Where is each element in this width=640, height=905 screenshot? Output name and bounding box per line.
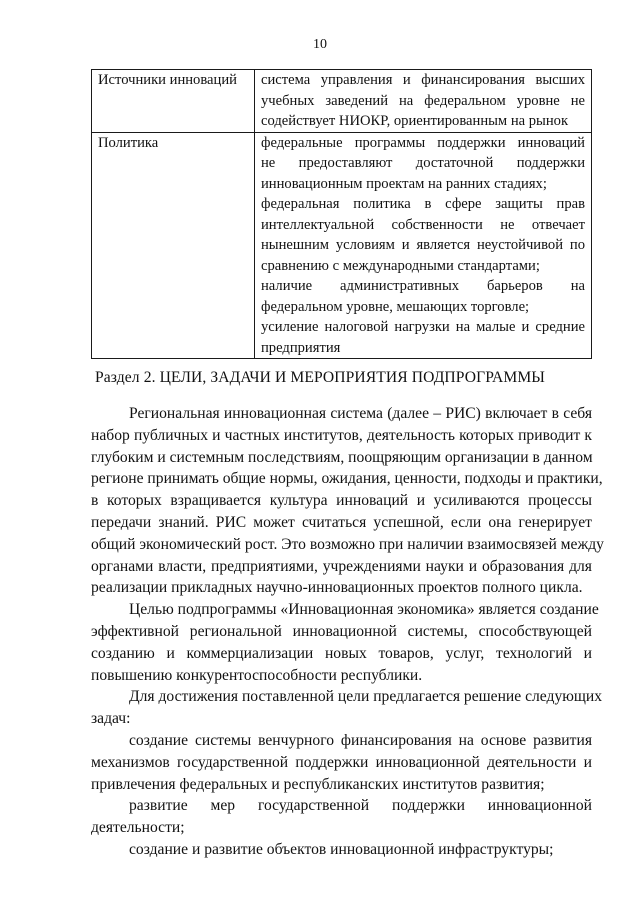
text-line: Целью подпрограммы «Инновационная экономика» является создание: [129, 601, 599, 619]
text-line: реализации прикладных научно-инновационных проектов полного цикла.: [91, 579, 583, 597]
text-line: глубоким и системным последствиям, поощряющим организации в данном: [91, 448, 593, 466]
paragraph-ris: [91, 403, 604, 599]
paragraph-task-infrastructure: [91, 839, 592, 861]
text-line: развитие мер государственной поддержки инновационной: [129, 797, 592, 815]
text-line: общий экономический рост. Это возможно при наличии взаимосвязей между: [91, 535, 604, 553]
cell-line: предприятия: [261, 339, 341, 356]
text-line: созданию и коммерциализации новых товаров, услуг, технологий и: [91, 644, 592, 662]
text-line: создание системы венчурного финансирования на основе развития: [129, 731, 592, 749]
text-line: в которых взращивается культура инноваций и усиливаются процессы: [91, 492, 592, 510]
cell-line: федеральном уровне, мешающих торговле;: [261, 298, 530, 315]
text-line: задач:: [91, 710, 131, 728]
text-line: эффективной региональной инновационной системы, способствующей: [91, 622, 592, 640]
text-line: механизмов государственной поддержки инновационной деятельности и: [91, 753, 592, 771]
table-row: [92, 132, 592, 359]
text-line: набор публичных и частных институтов, деятельность которых приводит к: [91, 426, 592, 444]
text-line: Региональная инновационная система (далее – РИС) включает в себя: [129, 405, 592, 422]
paragraph-task-venture: [91, 730, 592, 795]
text-line: создание и развитие объектов инновационной инфраструктуры;: [129, 840, 554, 858]
text-line: регионе принимать общие нормы, ожидания, ценности, подходы и практики,: [91, 470, 603, 488]
paragraph-goal: [91, 599, 599, 686]
table-cell-description: [255, 132, 592, 359]
text-line: привлечения федеральных и республиканских институтов развития;: [91, 775, 545, 793]
text-line: Для достижения поставленной цели предлагается решение следующих: [129, 688, 603, 706]
cell-line: интеллектуальной собственности не отвечает: [261, 216, 585, 233]
page-number: 10: [313, 37, 327, 52]
paragraph-tasks-intro: [91, 686, 603, 730]
text-line: органами власти, предприятиями, учреждениями науки и образования для: [91, 557, 592, 575]
text-line: повышению конкурентоспособности республики.: [91, 666, 423, 684]
table-cell-label: Политика: [92, 132, 255, 359]
body-text: [91, 403, 604, 861]
cell-line: система управления и финансирования высших: [261, 72, 585, 88]
cell-line: наличие административных барьеров на: [261, 278, 585, 294]
paragraph-task-support: [91, 795, 592, 839]
cell-line: учебных заведений на федеральном уровне не: [261, 92, 585, 109]
table-row: [92, 70, 592, 133]
cell-line: не предоставляют достаточной поддержки: [261, 155, 585, 171]
table-cell-label: Источники инноваций: [92, 70, 255, 133]
table-cell-description: [255, 70, 592, 133]
cell-line: содействует НИОКР, ориентированным на рынок: [261, 113, 569, 129]
cell-line: инновационным проектам на ранних стадиях;: [261, 175, 547, 192]
innovation-barriers-table: [91, 69, 592, 359]
text-line: деятельности;: [91, 819, 185, 837]
cell-line: нынешним условиям и является неустойчивой по: [261, 237, 585, 253]
cell-line: усиление налоговой нагрузки на малые и средние: [261, 319, 585, 335]
section-title: Раздел 2. ЦЕЛИ, ЗАДАЧИ И МЕРОПРИЯТИЯ ПОДПРОГРАММЫ: [94, 369, 546, 386]
text-line: передачи знаний. РИС может считаться успешной, если она генерирует: [91, 513, 592, 531]
cell-line: федеральная политика в сфере защиты прав: [261, 196, 585, 212]
cell-line: федеральные программы поддержки инноваций: [261, 134, 585, 151]
cell-line: сравнению с международными стандартами;: [261, 257, 540, 274]
